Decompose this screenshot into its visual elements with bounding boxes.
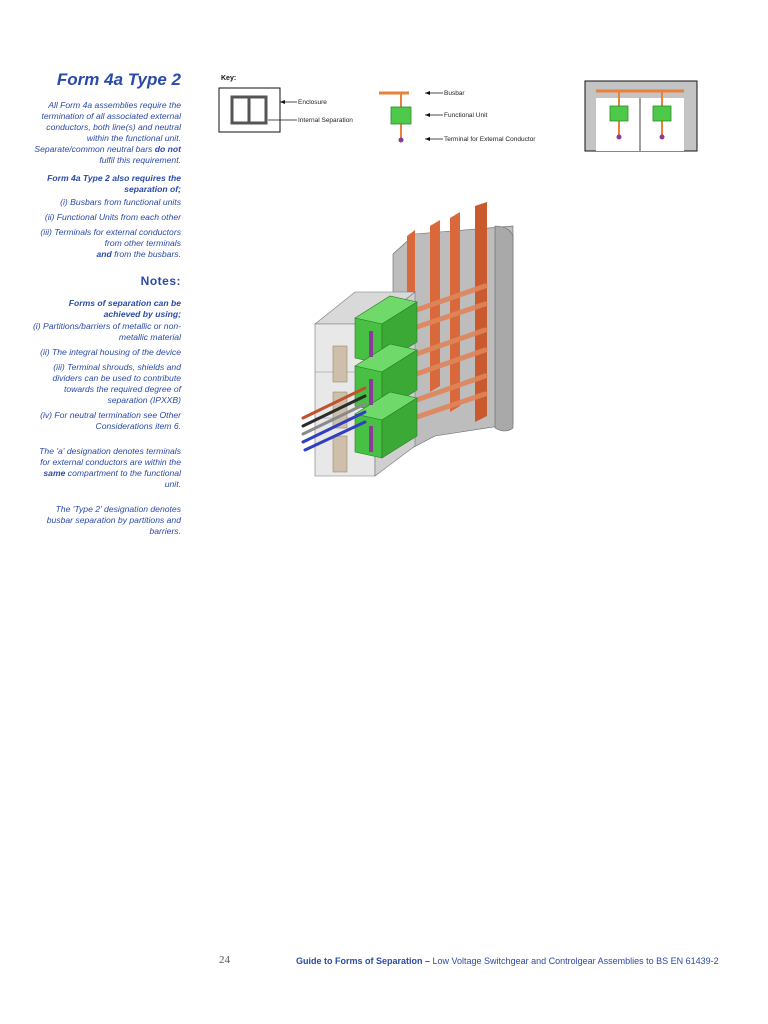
requires-item-1: (i) Busbars from functional units [60,197,181,207]
notes-heading: Notes: [140,274,181,288]
functional-unit-label: Functional Unit [444,112,488,119]
requires-item-3: (iii) Terminals for external conductors from other terminals [40,227,181,248]
functional-unit-box [653,106,671,121]
requires-heading: Form 4a Type 2 also requires the separation of; [47,173,181,194]
key-diagram [215,70,555,150]
notes-item-3: (iii) Terminal shrouds, shields and dividers can be used to contribute towards the required degree of separation (IPXXB) [52,362,181,405]
arrow-head [425,91,430,95]
intro-paragraph: All Form 4a assemblies require the termination of all associated external conductors, both line(s) and neutral within the functional unit. Separate/common neutral bars do not fulfil this requirement. [34,100,181,165]
terminal-symbol [399,138,404,143]
enclosure-label: Enclosure [298,99,327,106]
a-designation-note: The 'a' designation denotes terminals for external conductors are within the same compartment to the functional unit. [39,446,181,489]
notes-sub: Forms of separation can be achieved by using; [68,298,181,319]
terminal-dot [660,135,665,140]
internal-separation-label: Internal Separation [298,117,353,124]
form-schematic [584,80,700,154]
arrow-head [280,100,285,104]
arrow-head [425,137,430,141]
requires-item-2: (ii) Functional Units from each other [44,212,181,222]
terminal-label: Terminal for External Conductor [444,136,536,143]
notes-item-2: (ii) The integral housing of the device [40,347,181,357]
functional-unit-symbol [391,107,411,124]
type2-note: The 'Type 2' designation denotes busbar separation by partitions and barriers. [46,504,181,536]
page-number: 24 [219,954,230,966]
requires-and-line: and from the busbars. [96,249,181,259]
footer-title: Guide to Forms of Separation – Low Voltage Switchgear and Controlgear Assemblies to BS EN 61439-2 [296,956,719,966]
arrow-head [425,113,430,117]
functional-unit-box [610,106,628,121]
busbar-label: Busbar [444,90,465,97]
notes-item-4: (iv) For neutral termination see Other Considerations item 6. [40,410,181,431]
notes-item-1: (i) Partitions/barriers of metallic or non-metallic material [32,321,181,342]
sidebar-text [30,70,181,544]
switchgear-illustration [295,196,520,481]
terminal-dot [617,135,622,140]
page-title: Form 4a Type 2 [56,70,181,89]
key-label: Key: [221,75,237,82]
